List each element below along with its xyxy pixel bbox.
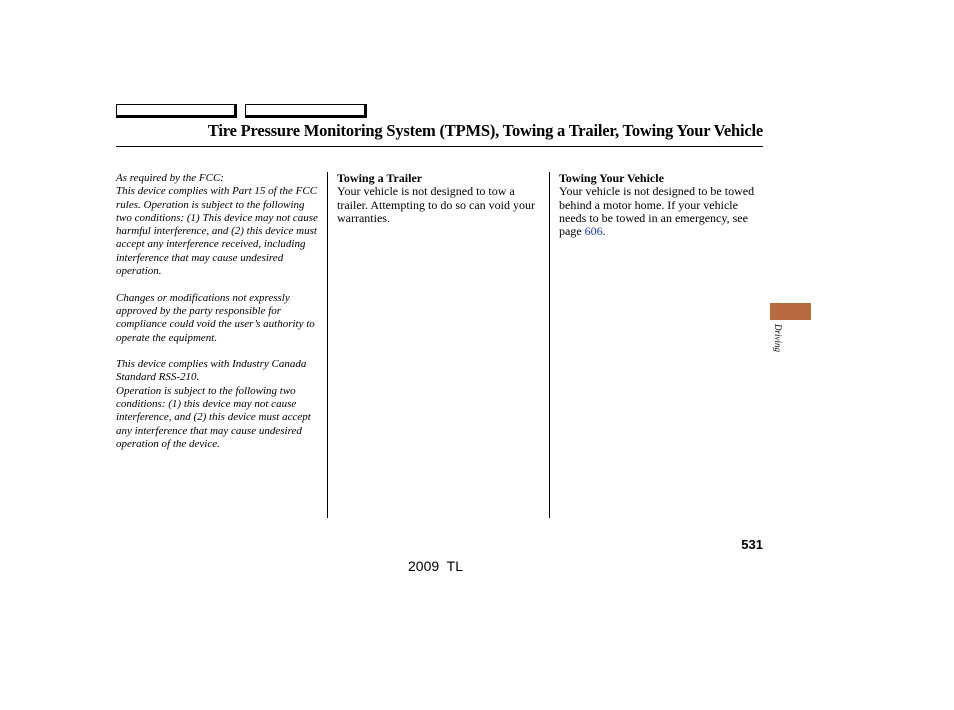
towing-vehicle-section xyxy=(559,172,765,238)
towing-trailer-body: Your vehicle is not designed to tow a trailer. Attempting to do so can void your warranties. xyxy=(337,184,535,225)
towing-vehicle-body: Your vehicle is not designed to be towed behind a motor home. If your vehicle needs to be towed in an emergency, see page xyxy=(559,184,755,239)
next-page-button[interactable] xyxy=(245,104,367,118)
towing-trailer-heading: Towing a Trailer xyxy=(337,171,423,185)
towing-vehicle-period: . xyxy=(602,224,606,239)
towing-trailer-section xyxy=(337,172,543,225)
fcc-paragraph-2: Changes or modifications not expressly approved by the party responsible for compliance could void the user’s authority to operate the equipment. xyxy=(116,291,315,344)
previous-page-button[interactable] xyxy=(116,104,237,118)
towing-vehicle-heading: Towing Your Vehicle xyxy=(559,171,664,185)
title-divider xyxy=(116,146,763,147)
page-reference-link[interactable]: 606 xyxy=(584,224,603,239)
section-tab-label: Driving xyxy=(773,324,783,352)
section-tab-driving[interactable] xyxy=(770,303,811,320)
fcc-paragraph-3b: Operation is subject to the following two conditions: (1) this device may not cause interference, and (2) this device must accept any interference that may cause undesired operation of the device. xyxy=(116,384,311,450)
page-title: Tire Pressure Monitoring System (TPMS), Towing a Trailer, Towing Your Vehicle xyxy=(207,121,763,140)
column-divider-2 xyxy=(549,172,550,518)
footer-model: 2009 TL xyxy=(408,558,464,574)
column-divider-1 xyxy=(327,172,328,518)
fcc-notice-column xyxy=(116,172,322,465)
page-number: 531 xyxy=(741,537,763,552)
fcc-intro: As required by the FCC: xyxy=(116,172,224,184)
fcc-paragraph-3a: This device complies with Industry Canada Standard RSS-210. xyxy=(116,358,307,384)
fcc-paragraph-1: This device complies with Part 15 of the FCC rules. Operation is subject to the following two conditions: (1) This device may not cause harmful interference, and (2) this device must accept any interference received, including interference that may cause undesired operation. xyxy=(116,185,318,278)
